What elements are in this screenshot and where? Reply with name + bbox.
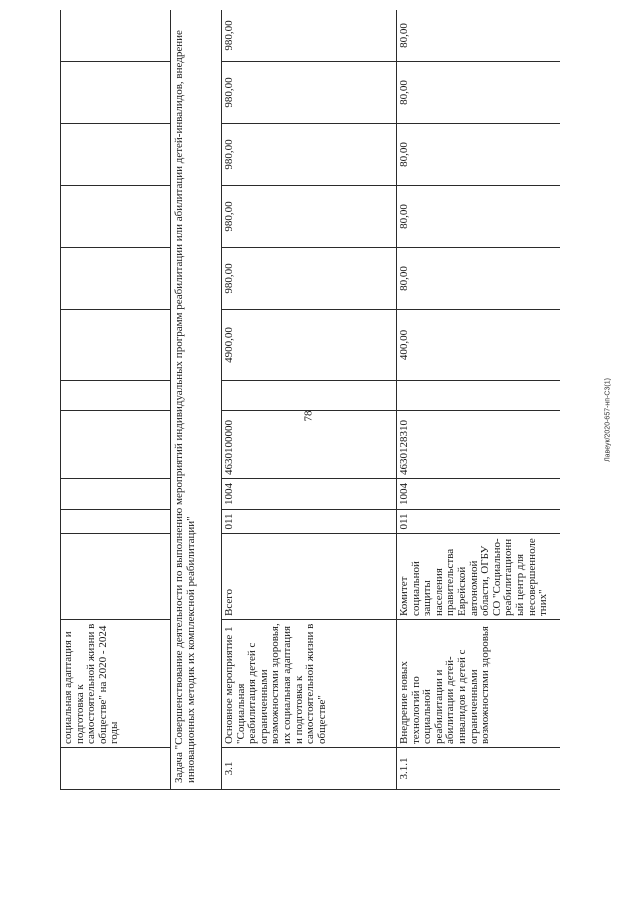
- executor: Всего: [222, 534, 397, 620]
- csr-code: 4630100000: [222, 411, 397, 479]
- measure-name: Внедрение новых технологий по социальной реабилитации и абилитации детей-инвалидов и детей с ограниченными возможностями здоровья: [397, 620, 561, 748]
- amount-2021: 980,00: [222, 186, 397, 248]
- total-amount: 4900,00: [222, 310, 397, 381]
- amount-2022: 80,00: [397, 124, 561, 186]
- amount-2022: 980,00: [222, 124, 397, 186]
- amount-2020: 980,00: [222, 248, 397, 310]
- amount-2021: 80,00: [397, 186, 561, 248]
- amount-2020: 80,00: [397, 248, 561, 310]
- amount-2023: 80,00: [397, 62, 561, 124]
- executor: Комитет социальной защиты населения правительства Еврейской автономной области, ОГБУ СО "Социально-реабилитационный центр для несовершеннолетних": [397, 534, 561, 620]
- vr-code: [222, 381, 397, 411]
- amount-2024: 80,00: [397, 10, 561, 62]
- amount-2024: 980,00: [222, 10, 397, 62]
- rzpr-code: 1004: [397, 479, 561, 510]
- document-code: Лавеук/2020-657-нп-С3(1): [604, 378, 612, 462]
- measure-name: Основное мероприятие 1 "Социальная реабилитация детей с ограниченными возможностями здоровья, их социальная адаптация и подготовка к самостоятельной жизни в обществе": [222, 620, 397, 748]
- rotated-table-area: [60, 10, 560, 790]
- total-amount: 400,00: [397, 310, 561, 381]
- vr-code: [397, 381, 561, 411]
- row-number: 3.1.1: [397, 748, 561, 790]
- table-row: [397, 10, 561, 790]
- continuation-text: социальная адаптация и подготовка к самостоятельной жизни в обществе" на 2020 - 2024 годы: [61, 620, 171, 748]
- continuation-row: [61, 10, 171, 790]
- grbs-code: 011: [397, 510, 561, 534]
- row-number: 3.1: [222, 748, 397, 790]
- page-number: 78: [302, 410, 314, 422]
- grbs-code: 011: [222, 510, 397, 534]
- program-table: [60, 10, 560, 790]
- csr-code: 4630128310: [397, 411, 561, 479]
- rzpr-code: 1004: [222, 479, 397, 510]
- task-row: [171, 10, 222, 790]
- amount-2023: 980,00: [222, 62, 397, 124]
- table-row: [222, 10, 397, 790]
- task-heading: Задача "Совершенствование деятельности по выполнению мероприятий индивидуальных программ реабилитации или абилитации детей-инвалидов, внедрение инновационных методик их комплексной реабилитации": [171, 10, 222, 790]
